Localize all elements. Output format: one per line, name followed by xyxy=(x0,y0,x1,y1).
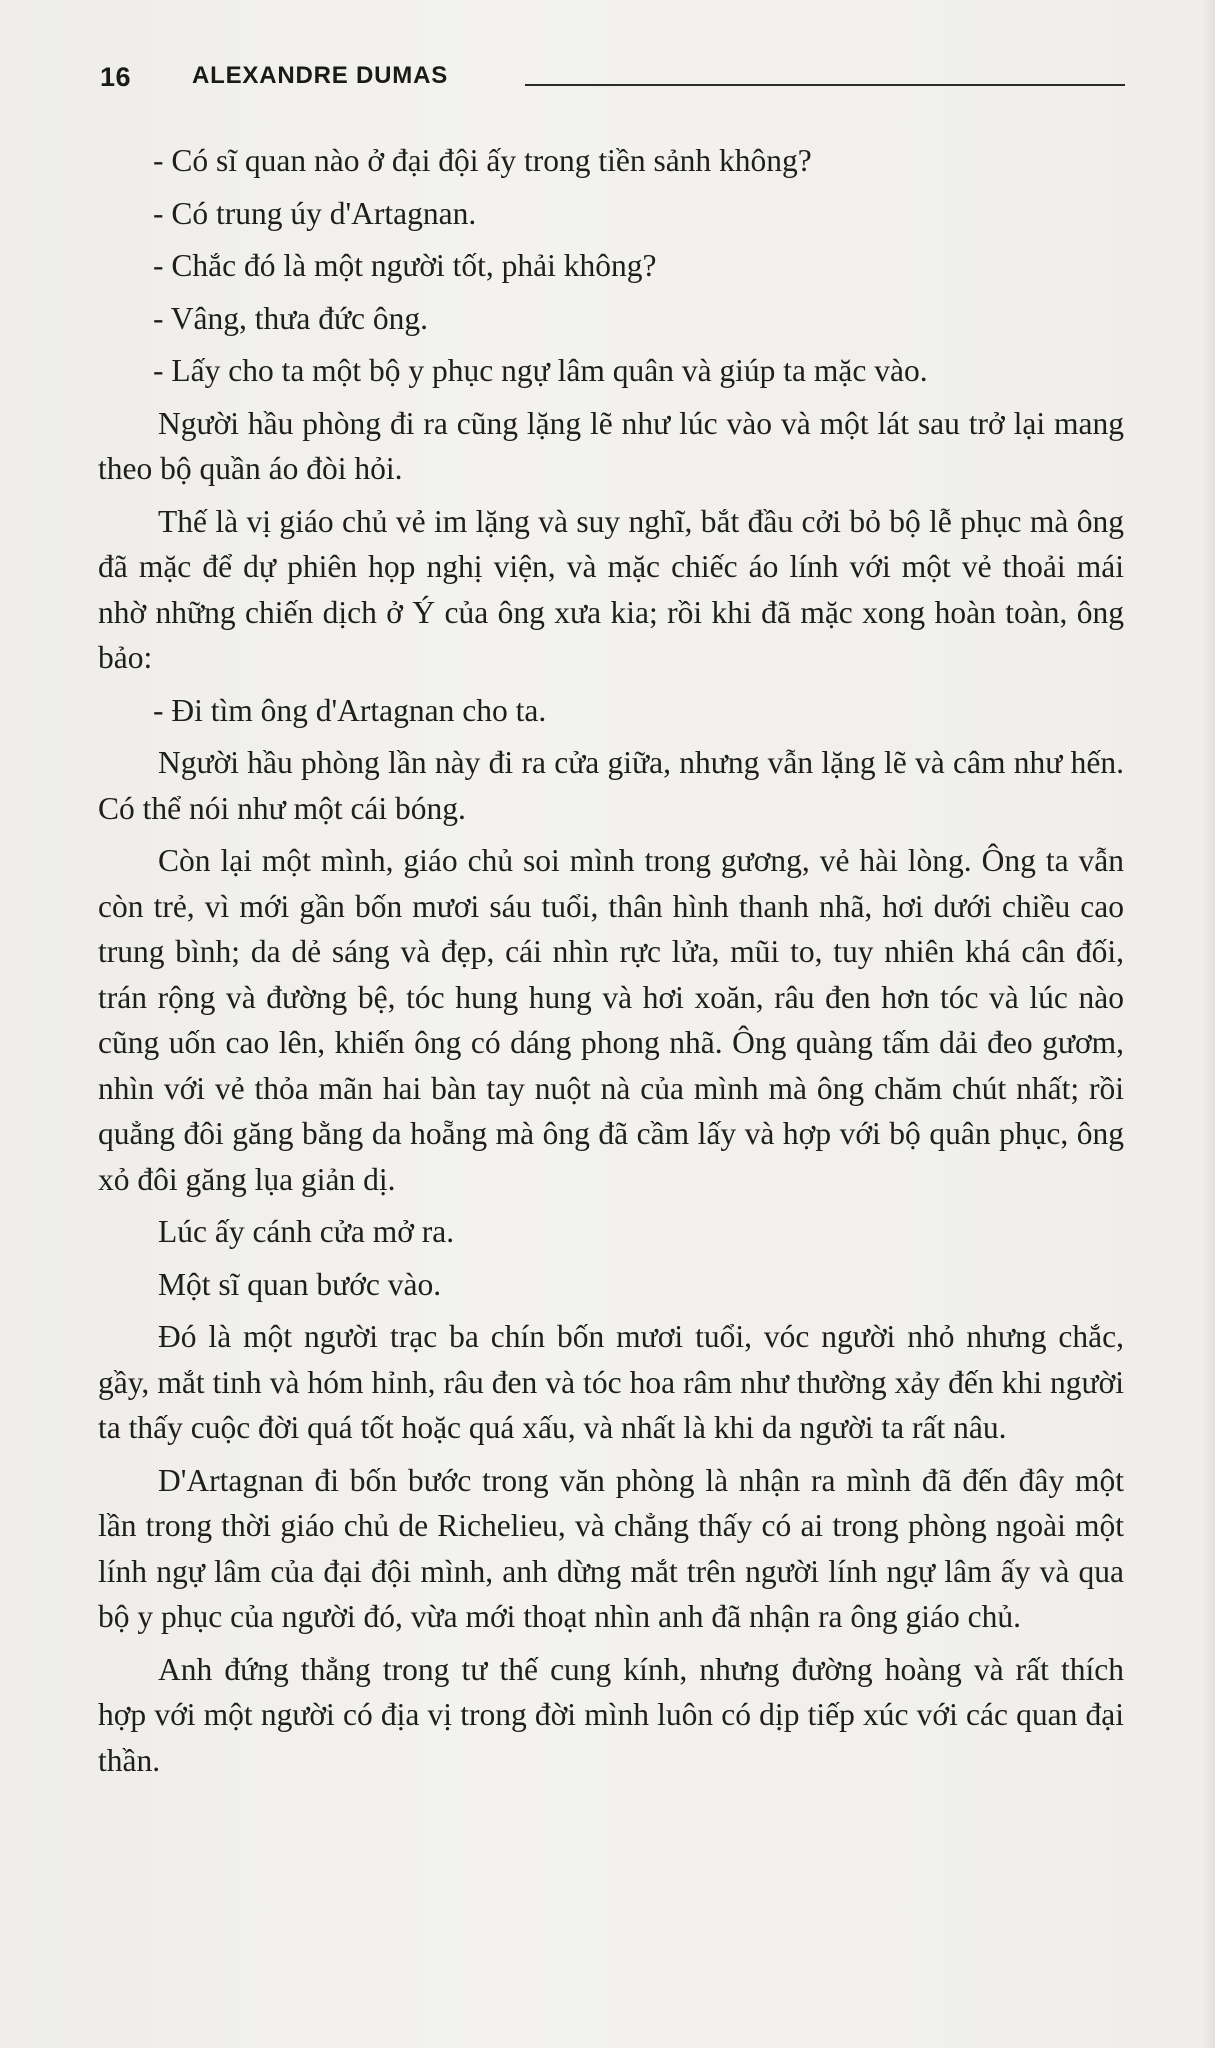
paragraph: - Có sĩ quan nào ở đại đội ấy trong tiền sảnh không? xyxy=(153,143,812,178)
paragraph: Người hầu phòng đi ra cũng lặng lẽ như lúc vào và một lát sau trở lại mang theo bộ quần áo đòi hỏi. xyxy=(98,405,1124,486)
paragraph: - Đi tìm ông d'Artagnan cho ta. xyxy=(153,692,547,728)
running-head-author: ALEXANDRE DUMAS xyxy=(192,62,449,89)
paragraph: - Chắc đó là một người tốt, phải không? xyxy=(153,248,657,283)
paragraph: - Có trung úy d'Artagnan. xyxy=(153,195,477,231)
body-text xyxy=(98,138,1124,1790)
page-edge-shadow xyxy=(1201,0,1215,2048)
paragraph: Thế là vị giáo chủ vẻ im lặng và suy nghĩ, bắt đầu cởi bỏ bộ lễ phục mà ông đã mặc để dự phiên họp nghị viện, và mặc chiếc áo lính với một vẻ thoải mái nhờ những chiến dịch ở Ý của ông xưa kia; rồi khi đã mặc xong hoàn toàn, ông bảo: xyxy=(98,503,1124,675)
paragraph: - Lấy cho ta một bộ y phục ngự lâm quân và giúp ta mặc vào. xyxy=(153,353,928,388)
paragraph: D'Artagnan đi bốn bước trong văn phòng là nhận ra mình đã đến đây một lần trong thời giáo chủ de Richelieu, và chẳng thấy có ai trong phòng ngoài một lính ngự lâm của đại đội mình, anh dừng mắt trên người lính ngự lâm ấy và qua bộ y phục của người đó, vừa mới thoạt nhìn anh đã nhận ra ông giáo chủ. xyxy=(98,1462,1124,1634)
paragraph: Một sĩ quan bước vào. xyxy=(158,1266,442,1302)
page-header xyxy=(100,58,1125,102)
paragraph: Người hầu phòng lần này đi ra cửa giữa, nhưng vẫn lặng lẽ và câm như hến. Có thể nói như một cái bóng. xyxy=(98,745,1124,826)
header-rule xyxy=(525,84,1125,86)
paragraph: - Vâng, thưa đức ông. xyxy=(153,300,429,336)
page-number: 16 xyxy=(100,62,132,92)
paragraph: Đó là một người trạc ba chín bốn mươi tuổi, vóc người nhỏ nhưng chắc, gầy, mắt tinh và hóm hỉnh, râu đen và tóc hoa râm như thường xảy đến khi người ta thấy cuộc đời quá tốt hoặc quá xấu, và nhất là khi da người ta rất nâu. xyxy=(98,1319,1124,1445)
paragraph: Còn lại một mình, giáo chủ soi mình trong gương, vẻ hài lòng. Ông ta vẫn còn trẻ, vì mới gần bốn mươi sáu tuổi, thân hình thanh nhã, hơi dưới chiều cao trung bình; da dẻ sáng và đẹp, cái nhìn rực lửa, mũi to, tuy nhiên khá cân đối, trán rộng và đường bệ, tóc hung hung và hơi xoăn, râu đen hơn tóc và lúc nào cũng uốn cao lên, khiến ông có dáng phong nhã. Ông quàng tấm dải đeo gươm, nhìn với vẻ thỏa mãn hai bàn tay nuột nà của mình mà ông chăm chút nhất; rồi quẳng đôi găng bằng da hoẵng mà ông đã cầm lấy và hợp với bộ quân phục, ông xỏ đôi găng lụa giản dị. xyxy=(98,843,1124,1197)
paragraph: Lúc ấy cánh cửa mở ra. xyxy=(158,1214,455,1249)
paragraph: Anh đứng thẳng trong tư thế cung kính, nhưng đường hoàng và rất thích hợp với một người có địa vị trong đời mình luôn có dịp tiếp xúc với các quan đại thần. xyxy=(98,1651,1124,1778)
